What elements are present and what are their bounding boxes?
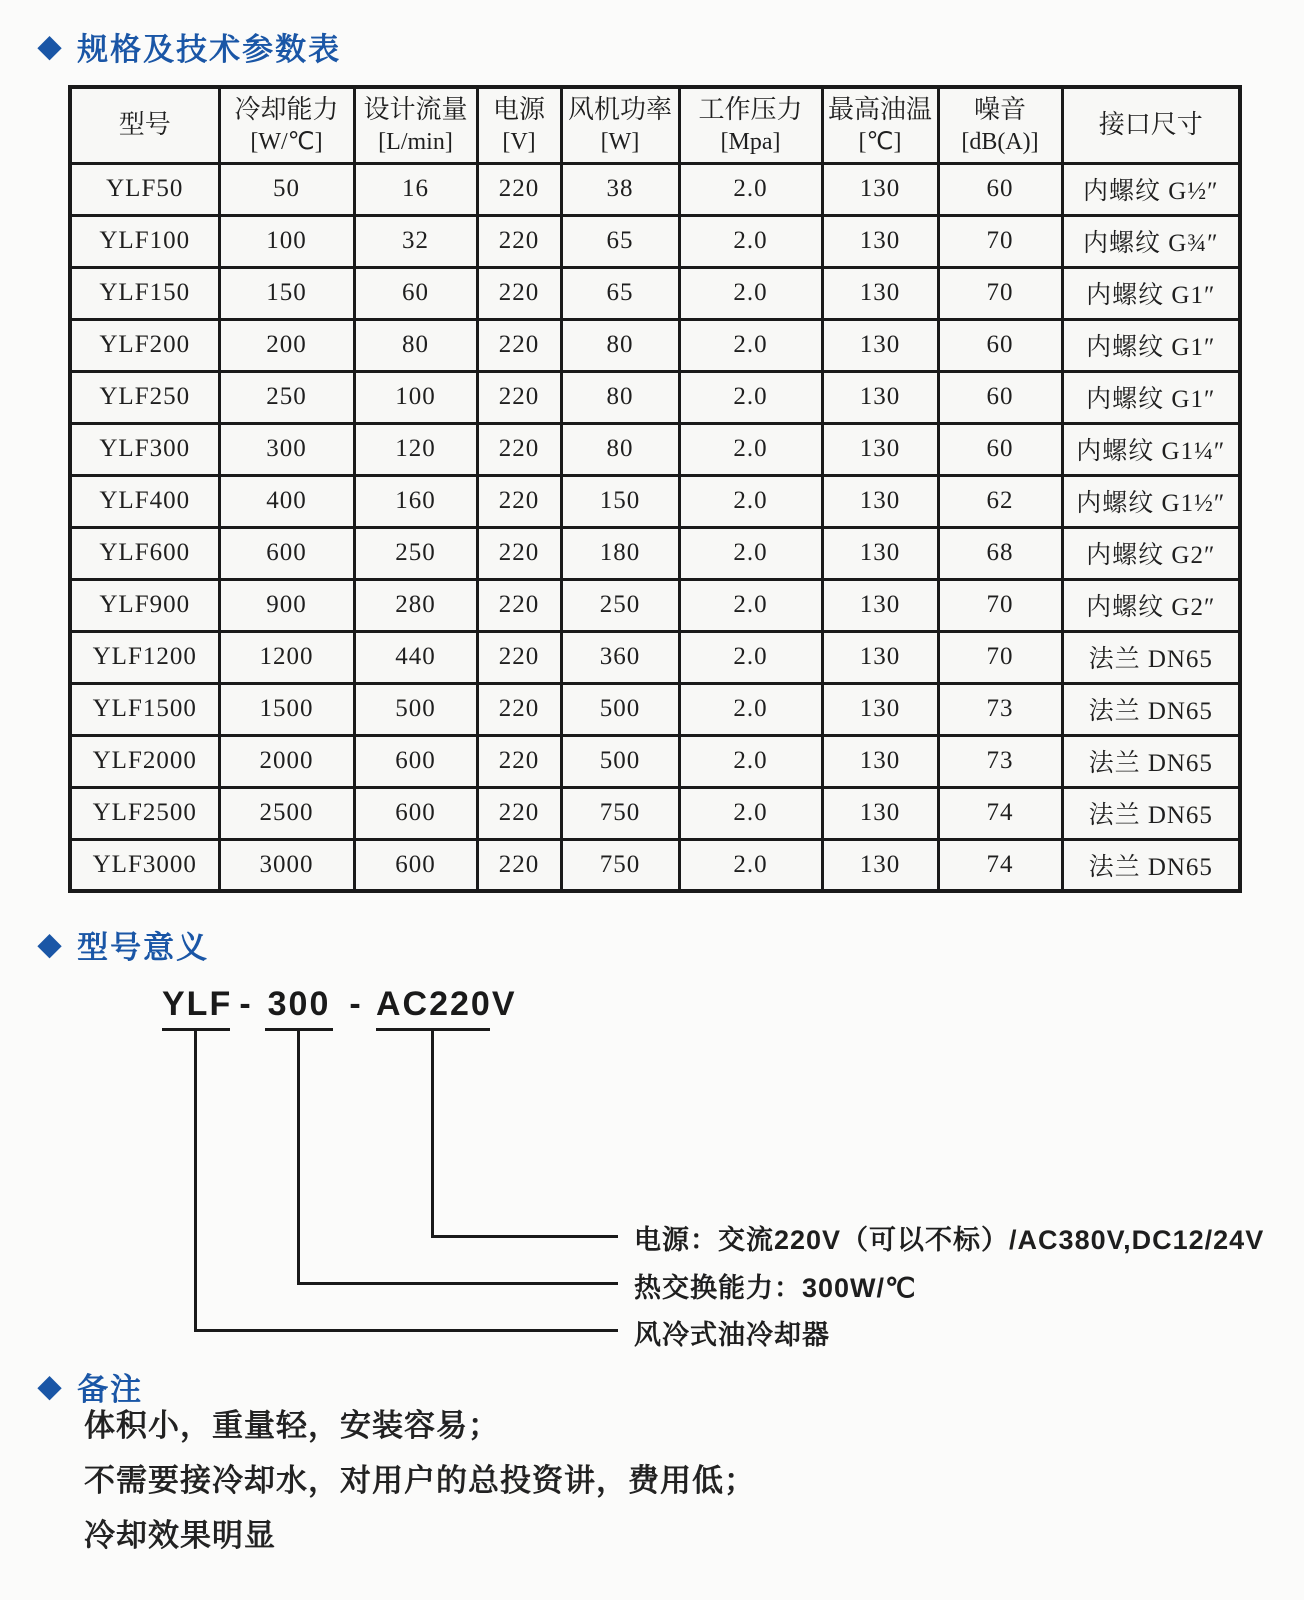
spec-value-cell: 600: [354, 735, 477, 787]
spec-value-cell: 160: [354, 475, 477, 527]
spec-row: [70, 319, 1240, 371]
spec-value-cell: 130: [822, 319, 938, 371]
spec-value-cell: 130: [822, 735, 938, 787]
spec-value-cell: 130: [822, 579, 938, 631]
column-header: 接口尺寸: [1062, 87, 1240, 163]
spec-value-cell: 100: [219, 215, 354, 267]
spec-value-cell: 400: [219, 475, 354, 527]
spec-value-cell: 70: [938, 579, 1062, 631]
spec-row: [70, 631, 1240, 683]
spec-value-cell: 法兰 DN65: [1062, 683, 1240, 735]
column-header: 电源 [V]: [477, 87, 561, 163]
spec-value-cell: 120: [354, 423, 477, 475]
spec-value-cell: 2.0: [679, 683, 822, 735]
spec-value-cell: 2.0: [679, 163, 822, 215]
annotation-power: 电源：交流220V（可以不标）/AC380V,DC12/24V: [634, 1225, 1265, 1255]
connector-line-cooler-horizontal: [194, 1329, 618, 1332]
spec-value-cell: 法兰 DN65: [1062, 839, 1240, 891]
spec-value-cell: 内螺纹 G2″: [1062, 579, 1240, 631]
column-header: 噪音 [dB(A)]: [938, 87, 1062, 163]
column-header: 冷却能力 [W/℃]: [219, 87, 354, 163]
connector-line-power-vertical: [431, 1030, 434, 1238]
spec-table-body: [70, 163, 1240, 891]
column-header: 设计流量 [L/min]: [354, 87, 477, 163]
model-code-dash: -: [349, 985, 361, 1023]
spec-row: [70, 735, 1240, 787]
spec-value-cell: 130: [822, 215, 938, 267]
spec-value-cell: 32: [354, 215, 477, 267]
model-code-power: AC220V: [376, 984, 490, 1031]
spec-value-cell: 220: [477, 579, 561, 631]
spec-value-cell: 300: [219, 423, 354, 475]
model-cell: YLF400: [70, 475, 219, 527]
spec-value-cell: 2.0: [679, 371, 822, 423]
spec-row: [70, 787, 1240, 839]
spec-value-cell: 220: [477, 319, 561, 371]
model-cell: YLF3000: [70, 839, 219, 891]
model-cell: YLF1500: [70, 683, 219, 735]
spec-value-cell: 内螺纹 G1″: [1062, 371, 1240, 423]
spec-value-cell: 内螺纹 G1¼″: [1062, 423, 1240, 475]
spec-value-cell: 250: [219, 371, 354, 423]
column-header: 工作压力 [Mpa]: [679, 87, 822, 163]
spec-value-cell: 74: [938, 787, 1062, 839]
diamond-icon: ◆: [38, 1369, 62, 1403]
model-cell: YLF900: [70, 579, 219, 631]
spec-value-cell: 74: [938, 839, 1062, 891]
spec-value-cell: 内螺纹 G1″: [1062, 267, 1240, 319]
spec-value-cell: 3000: [219, 839, 354, 891]
spec-row: [70, 475, 1240, 527]
spec-value-cell: 220: [477, 527, 561, 579]
connector-line-heat-vertical: [297, 1030, 300, 1285]
spec-value-cell: 内螺纹 G1″: [1062, 319, 1240, 371]
model-cell: YLF300: [70, 423, 219, 475]
spec-value-cell: 130: [822, 683, 938, 735]
spec-value-cell: 220: [477, 735, 561, 787]
model-cell: YLF2000: [70, 735, 219, 787]
spec-value-cell: 1200: [219, 631, 354, 683]
spec-value-cell: 250: [354, 527, 477, 579]
spec-value-cell: 180: [561, 527, 679, 579]
spec-value-cell: 65: [561, 215, 679, 267]
spec-value-cell: 2.0: [679, 579, 822, 631]
spec-value-cell: 130: [822, 475, 938, 527]
spec-value-cell: 220: [477, 163, 561, 215]
spec-row: [70, 267, 1240, 319]
spec-value-cell: 80: [561, 423, 679, 475]
spec-value-cell: 220: [477, 787, 561, 839]
spec-row: [70, 163, 1240, 215]
diamond-icon: ◆: [38, 29, 62, 63]
model-cell: YLF200: [70, 319, 219, 371]
spec-value-cell: 500: [561, 735, 679, 787]
spec-value-cell: 60: [354, 267, 477, 319]
spec-value-cell: 2.0: [679, 787, 822, 839]
spec-value-cell: 500: [561, 683, 679, 735]
spec-value-cell: 80: [561, 371, 679, 423]
spec-value-cell: 130: [822, 371, 938, 423]
spec-value-cell: 60: [938, 423, 1062, 475]
model-cell: YLF100: [70, 215, 219, 267]
spec-value-cell: 2.0: [679, 319, 822, 371]
spec-value-cell: 16: [354, 163, 477, 215]
spec-value-cell: 600: [354, 839, 477, 891]
spec-value-cell: 750: [561, 839, 679, 891]
specs-section-title: [38, 24, 341, 69]
note-line: 不需要接冷却水，对用户的总投资讲，费用低；: [84, 1463, 756, 1498]
spec-value-cell: 440: [354, 631, 477, 683]
spec-value-cell: 220: [477, 423, 561, 475]
spec-value-cell: 150: [561, 475, 679, 527]
spec-value-cell: 130: [822, 839, 938, 891]
spec-value-cell: 130: [822, 267, 938, 319]
note-line: 冷却效果明显: [84, 1518, 276, 1553]
spec-value-cell: 2500: [219, 787, 354, 839]
model-code-capacity: 300: [265, 984, 333, 1031]
spec-value-cell: 60: [938, 163, 1062, 215]
model-cell: YLF50: [70, 163, 219, 215]
spec-value-cell: 280: [354, 579, 477, 631]
spec-value-cell: 150: [219, 267, 354, 319]
spec-value-cell: 100: [354, 371, 477, 423]
spec-value-cell: 130: [822, 787, 938, 839]
model-cell: YLF1200: [70, 631, 219, 683]
spec-value-cell: 65: [561, 267, 679, 319]
diamond-icon: ◆: [38, 927, 62, 961]
spec-value-cell: 法兰 DN65: [1062, 631, 1240, 683]
spec-value-cell: 内螺纹 G½″: [1062, 163, 1240, 215]
spec-value-cell: 60: [938, 319, 1062, 371]
spec-value-cell: 法兰 DN65: [1062, 735, 1240, 787]
model-cell: YLF2500: [70, 787, 219, 839]
spec-value-cell: 220: [477, 215, 561, 267]
spec-value-cell: 2000: [219, 735, 354, 787]
spec-value-cell: 内螺纹 G¾″: [1062, 215, 1240, 267]
spec-header-row: [70, 87, 1240, 163]
spec-value-cell: 70: [938, 267, 1062, 319]
spec-value-cell: 220: [477, 371, 561, 423]
spec-value-cell: 220: [477, 683, 561, 735]
spec-value-cell: 220: [477, 475, 561, 527]
annotation-heat-capacity: 热交换能力：300W/℃: [634, 1273, 917, 1303]
connector-line-cooler-vertical: [194, 1030, 197, 1332]
spec-row: [70, 527, 1240, 579]
spec-value-cell: 73: [938, 735, 1062, 787]
spec-row: [70, 683, 1240, 735]
spec-value-cell: 250: [561, 579, 679, 631]
spec-value-cell: 2.0: [679, 839, 822, 891]
spec-value-cell: 900: [219, 579, 354, 631]
model-cell: YLF150: [70, 267, 219, 319]
spec-table: [68, 85, 1242, 893]
spec-value-cell: 360: [561, 631, 679, 683]
spec-value-cell: 法兰 DN65: [1062, 787, 1240, 839]
connector-line-heat-horizontal: [297, 1282, 618, 1285]
notes-title-text: 备注: [77, 1372, 144, 1407]
spec-row: [70, 839, 1240, 891]
spec-value-cell: 220: [477, 839, 561, 891]
spec-value-cell: 2.0: [679, 475, 822, 527]
spec-value-cell: 2.0: [679, 267, 822, 319]
model-code-dash: -: [239, 985, 251, 1023]
spec-value-cell: 内螺纹 G2″: [1062, 527, 1240, 579]
spec-value-cell: 600: [354, 787, 477, 839]
spec-row: [70, 579, 1240, 631]
spec-value-cell: 2.0: [679, 423, 822, 475]
note-line: 体积小，重量轻，安装容易；: [84, 1408, 500, 1443]
spec-value-cell: 200: [219, 319, 354, 371]
column-header: 风机功率 [W]: [561, 87, 679, 163]
spec-value-cell: 70: [938, 631, 1062, 683]
spec-value-cell: 73: [938, 683, 1062, 735]
spec-value-cell: 38: [561, 163, 679, 215]
model-cell: YLF600: [70, 527, 219, 579]
spec-value-cell: 130: [822, 423, 938, 475]
connector-line-power-horizontal: [431, 1235, 618, 1238]
spec-value-cell: 2.0: [679, 631, 822, 683]
model-code-series: YLF: [162, 984, 230, 1031]
notes-lines: [84, 1398, 1184, 1563]
spec-value-cell: 70: [938, 215, 1062, 267]
spec-value-cell: 2.0: [679, 735, 822, 787]
spec-value-cell: 220: [477, 631, 561, 683]
spec-value-cell: 2.0: [679, 215, 822, 267]
spec-value-cell: 1500: [219, 683, 354, 735]
spec-value-cell: 内螺纹 G1½″: [1062, 475, 1240, 527]
spec-value-cell: 68: [938, 527, 1062, 579]
spec-value-cell: 500: [354, 683, 477, 735]
spec-value-cell: 50: [219, 163, 354, 215]
specs-title-text: 规格及技术参数表: [77, 32, 342, 67]
spec-value-cell: 80: [354, 319, 477, 371]
column-header: 最高油温 [℃]: [822, 87, 938, 163]
spec-value-cell: 130: [822, 527, 938, 579]
spec-value-cell: 130: [822, 631, 938, 683]
spec-value-cell: 600: [219, 527, 354, 579]
column-header: 型号: [70, 87, 219, 163]
model-meaning-title-text: 型号意义: [77, 930, 210, 965]
spec-row: [70, 215, 1240, 267]
spec-row: [70, 371, 1240, 423]
annotation-cooler-type: 风冷式油冷却器: [634, 1320, 830, 1350]
spec-value-cell: 60: [938, 371, 1062, 423]
model-cell: YLF250: [70, 371, 219, 423]
spec-value-cell: 220: [477, 267, 561, 319]
spec-value-cell: 750: [561, 787, 679, 839]
spec-value-cell: 62: [938, 475, 1062, 527]
spec-row: [70, 423, 1240, 475]
spec-value-cell: 2.0: [679, 527, 822, 579]
spec-value-cell: 130: [822, 163, 938, 215]
spec-value-cell: 80: [561, 319, 679, 371]
model-meaning-section-title: [38, 922, 209, 967]
